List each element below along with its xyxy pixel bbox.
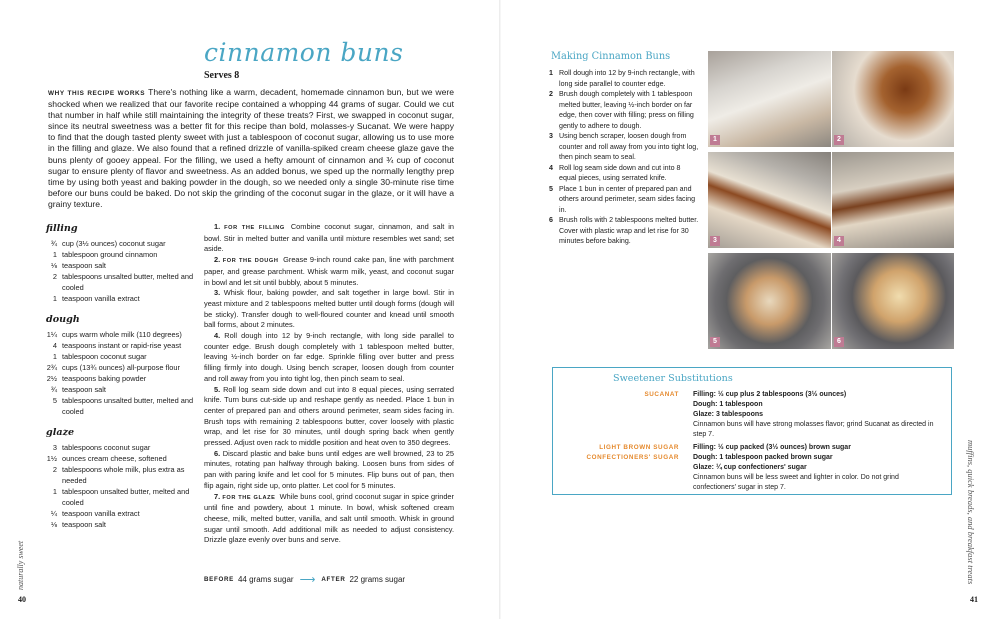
ingredient-text: teaspoon salt (62, 385, 106, 394)
arrow-right-icon: ⟶ (299, 574, 316, 586)
sugar-comparison (204, 573, 405, 586)
photo-step-number: 2 (549, 90, 553, 98)
substitution-details (693, 390, 943, 440)
ingredient-item (46, 271, 196, 293)
ingredient-qty: 2 (52, 465, 57, 474)
substitution-line: Filling: ½ cup packed (3½ ounces) brown sugar (693, 444, 851, 451)
after-label: AFTER (321, 576, 346, 583)
step-text: Whisk flour, baking powder, and salt together in large bowl. Stir in yeast mixture and 2 tablespoons melted butter until dough forms (dough will be sticky). Transfer dough to well-floured counter and knead until smooth ball forms, about 2 minutes. (204, 288, 454, 330)
step-label: FOR THE FILLING (224, 225, 285, 231)
step-text: Roll log seam side down and cut into 8 equal pieces, using serrated knife. Turn buns cut-side up and reshape gently as needed. Place 1 bun in center of prepared pan and others around perimeter, seam sides facing in. Brush tops with remaining 2 tablespoons butter, cover loosely with plastic wrap, and let rise for 30 minutes, until dough spring back when gently pressed. Adjust oven rack to middle position and heat oven to 350 degrees. (204, 384, 455, 448)
substitution-note: Cinnamon buns will have strong molasses flavor; grind Sucanat as directed in step 7. (693, 421, 934, 438)
step-text: Grease 9-inch round cake pan, line with parchment paper, and grease parchment. Whisk warm milk, yeast, and coconut sugar in bowl and let sit until bubbly, about 5 minutes. (204, 255, 454, 287)
photo-step (549, 89, 699, 131)
chapter-name: muffins, quick breads, and breakfast treats (966, 440, 976, 585)
ingredient-item (46, 373, 196, 384)
ingredient-text: teaspoons instant or rapid-rise yeast (62, 341, 182, 350)
ingredient-qty: 2 (52, 272, 57, 281)
step-number: 3. (214, 288, 221, 298)
recipe-step (204, 492, 454, 547)
step-photo-filling (832, 51, 954, 147)
ingredient-item (46, 453, 196, 464)
step-text: While buns cool, grind coconut sugar in spice grinder until fine and powdery, about 1 minute. In bowl, whisk softened cream cheese, milk, melted butter, vanilla, and salt until smooth. Whisk in ground sugar until smooth. Add additional milk as needed to adjust consistency. Drizzle glaze evenly over buns and serve. (204, 491, 454, 545)
ingredients-heading: dough (46, 314, 80, 325)
step-photo-cutting (832, 152, 954, 248)
substitution-row (563, 443, 943, 493)
photo-step-number: 5 (549, 184, 553, 193)
photo-step (549, 68, 699, 89)
ingredient-text: cup (3½ ounces) coconut sugar (62, 239, 166, 248)
photo-step (549, 215, 699, 247)
substitution-line: Dough: 1 tablespoon packed brown sugar (693, 454, 833, 461)
substitution-line: Dough: 1 tablespoon (693, 401, 763, 408)
photo-step-number: 3 (549, 132, 553, 140)
ingredient-item (46, 464, 196, 486)
step-photo-rolling-dough (708, 51, 831, 147)
substitution-row (563, 390, 943, 440)
ingredient-text: tablespoons unsalted butter, melted and cooled (62, 272, 194, 292)
photo-number-badge: 3 (710, 236, 720, 246)
substitution-line: Glaze: 3 tablespoons (693, 411, 764, 418)
ingredient-qty: 5 (52, 396, 57, 405)
recipe-step (204, 288, 454, 331)
ingredient-item (46, 486, 196, 508)
chapter-side-label (966, 440, 976, 590)
ingredient-item (46, 238, 196, 249)
ingredient-qty: 1½ (46, 454, 57, 463)
step-number: 6. (214, 448, 221, 458)
before-label: BEFORE (204, 576, 234, 583)
ingredients-heading: glaze (46, 427, 75, 438)
sweetener-name: CONFECTIONERS' SUGAR (586, 454, 679, 461)
photo-number-badge: 4 (834, 236, 844, 246)
photo-step-list (549, 68, 699, 247)
recipe-intro (48, 87, 454, 210)
substitution-details (693, 443, 943, 493)
photo-step-number: 1 (549, 69, 553, 77)
ingredient-qty: ¼ (50, 509, 57, 518)
ingredient-item (46, 384, 196, 395)
photo-step (549, 131, 699, 163)
ingredient-item (46, 249, 196, 260)
substitution-name (563, 443, 693, 493)
ingredient-qty: 2¾ (46, 363, 57, 372)
sweetener-name: SUCANAT (644, 391, 679, 398)
ingredient-item (46, 293, 196, 304)
step-photo-pan (708, 253, 831, 349)
ingredient-qty: 1 (52, 250, 57, 259)
step-photo-grid (708, 51, 954, 351)
ingredient-text: tablespoons unsalted butter, melted and cooled (62, 396, 194, 416)
step-number: 2. (214, 255, 221, 265)
ingredient-text: teaspoon vanilla extract (62, 509, 140, 518)
photo-step-text: Brush rolls with 2 tablespoons melted butter. Cover with plastic wrap and let rise for 30 minutes before baking. (559, 216, 699, 245)
ingredient-text: teaspoon salt (62, 520, 106, 529)
photo-step-text: Brush dough completely with 1 tablespoon melted butter, leaving ½-inch border on far edge, then cover with filling; press on filling gently to adhere to dough. (559, 90, 694, 130)
recipe-steps (204, 222, 454, 546)
ingredient-qty: 4 (52, 341, 57, 350)
substitutions-title: Sweetener Substitutions (613, 373, 733, 384)
ingredient-qty: ¾ (50, 385, 57, 394)
photo-number-badge: 6 (834, 337, 844, 347)
recipe-step (204, 385, 454, 449)
ingredient-item (46, 260, 196, 271)
ingredient-item (46, 395, 196, 417)
ingredient-item (46, 329, 196, 340)
before-value: 44 grams sugar (237, 575, 294, 584)
sweetener-name: LIGHT BROWN SUGAR (599, 444, 679, 451)
ingredient-item (46, 519, 196, 530)
ingredient-qty: 2½ (46, 374, 57, 383)
sweetener-substitutions-box (552, 367, 952, 495)
photo-step-number: 4 (549, 163, 553, 172)
step-photo-brushing (832, 253, 954, 349)
recipe-title: cinnamon buns (204, 38, 404, 67)
ingredient-text: teaspoon salt (62, 261, 106, 270)
ingredients-glaze (46, 427, 196, 530)
photo-step-text: Place 1 bun in center of prepared pan and others around perimeter, seam sides facing in. (559, 184, 696, 214)
step-label: FOR THE DOUGH (222, 258, 279, 265)
ingredient-text: teaspoons baking powder (62, 374, 147, 383)
photo-step-text: Roll log seam side down and cut into 8 equal pieces, using serrated knife. (559, 163, 681, 182)
chapter-name: naturally sweet (16, 540, 25, 590)
page-number: 41 (970, 595, 978, 604)
ingredient-text: teaspoon vanilla extract (62, 294, 140, 303)
substitution-name (563, 390, 693, 440)
step-number: 7. (214, 491, 221, 501)
ingredient-text: ounces cream cheese, softened (62, 454, 167, 463)
ingredient-qty: ⅛ (50, 520, 57, 529)
ingredient-text: tablespoon coconut sugar (62, 352, 147, 361)
after-value: 22 grams sugar (349, 575, 406, 584)
recipe-step (204, 255, 454, 288)
photo-step (549, 184, 699, 216)
step-text: Roll dough into 12 by 9-inch rectangle, with long side parallel to counter edge. Brush dough completely with 1 tablespoon melted butter, leaving ½-inch border on far edge. Sprinkle filling over butter and press filling firmly into dough. Using bench scraper, loosen dough from counter and roll away from you into tight log, then pinch seam to seal. (204, 331, 454, 383)
step-photo-rolling-log (708, 152, 831, 248)
photo-step (549, 163, 699, 184)
ingredient-text: cups warm whole milk (110 degrees) (62, 330, 182, 339)
ingredient-text: cups (13¾ ounces) all-purpose flour (62, 363, 180, 372)
ingredient-list (46, 223, 196, 540)
step-text: Combine coconut sugar, cinnamon, and salt in bowl. Stir in melted butter and vanilla until mixture resembles wet sand; set aside. (204, 222, 454, 254)
step-number: 1. (214, 222, 221, 231)
photo-number-badge: 1 (710, 135, 720, 145)
ingredient-item (46, 508, 196, 519)
ingredient-text: tablespoon unsalted butter, melted and cooled (62, 487, 190, 507)
ingredient-text: tablespoon ground cinnamon (62, 250, 158, 259)
recipe-step (204, 449, 454, 492)
intro-text: There's nothing like a warm, decadent, homemade cinnamon bun, but we were shocked when we realized that our favorite recipe contained a whopping 44 grams of sugar. Could we cut that number in half while still maintaining the integrity of these treats? First, we swapped in coconut sugar, since its neutral sweetness was a better fit for this recipe than bold, molasses-y Sucanat. We were happy to find that the dough tasted plenty sweet with just a tablespoon of coconut sugar, allowing us to use more in the filling and glaze. We also found that a refined drizzle of vanilla-spiked cream cheese glaze gave the buns plenty of gooey appeal. For the filling, we used a hefty amount of cinnamon and ¾ cup of coconut sugar to ensure plenty of flavor and sweetness. As an added bonus, we sped up the normally lengthy prep time by using both yeast and baking powder in the dough, so we needed only a single 30-minute rise time before our buns could be baked. Do not skip the grinding of the coconut sugar in the glaze, or it will have a grainy texture. (48, 87, 454, 209)
ingredient-qty: ⅛ (50, 261, 57, 270)
ingredients-heading: filling (46, 223, 78, 234)
intro-label: WHY THIS RECIPE WORKS (48, 90, 146, 97)
photo-step-number: 6 (549, 216, 553, 224)
substitution-line: Filling: ½ cup plus 2 tablespoons (3½ ounces) (693, 391, 847, 398)
ingredient-qty: 1¼ (46, 330, 57, 339)
photo-steps-title: Making Cinnamon Buns (551, 51, 671, 62)
substitution-note: Cinnamon buns will be less sweet and lighter in color. Do not grind confectioners' sugar in step 7. (693, 474, 899, 491)
substitution-line: Glaze: ¼ cup confectioners' sugar (693, 464, 807, 471)
photo-number-badge: 5 (710, 337, 720, 347)
ingredient-qty: 3 (52, 443, 57, 452)
recipe-step (204, 331, 454, 385)
step-label: FOR THE GLAZE (222, 494, 276, 501)
ingredient-text: tablespoons coconut sugar (62, 443, 151, 452)
photo-number-badge: 2 (834, 135, 844, 145)
chapter-side-label (16, 510, 26, 590)
ingredient-item (46, 442, 196, 453)
step-number: 5. (214, 384, 221, 394)
ingredient-qty: 1 (52, 352, 57, 361)
step-number: 4. (214, 331, 221, 341)
ingredient-item (46, 340, 196, 351)
ingredient-item (46, 362, 196, 373)
step-text: Discard plastic and bake buns until edges are well browned, 23 to 25 minutes, rotating pan halfway through baking. Loosen buns from sides of pan with paring knife and let cool for 5 minutes. Flip buns out of pan, then flip again, right side up, onto platter. Let cool for 5 minutes. (204, 448, 455, 490)
photo-step-text: Roll dough into 12 by 9-inch rectangle, with long side parallel to counter edge. (559, 69, 695, 88)
ingredient-item (46, 351, 196, 362)
ingredients-dough (46, 314, 196, 417)
recipe-step (204, 222, 454, 255)
ingredients-filling (46, 223, 196, 304)
ingredient-text: tablespoons whole milk, plus extra as needed (62, 465, 185, 485)
serves-count: Serves 8 (204, 70, 240, 81)
ingredient-qty: 1 (52, 294, 57, 303)
photo-step-text: Using bench scraper, loosen dough from counter and roll away from you into tight log, then pinch seam to seal. (559, 132, 699, 161)
page-number: 40 (18, 595, 26, 604)
ingredient-qty: ¾ (50, 239, 57, 248)
ingredient-qty: 1 (52, 487, 57, 496)
